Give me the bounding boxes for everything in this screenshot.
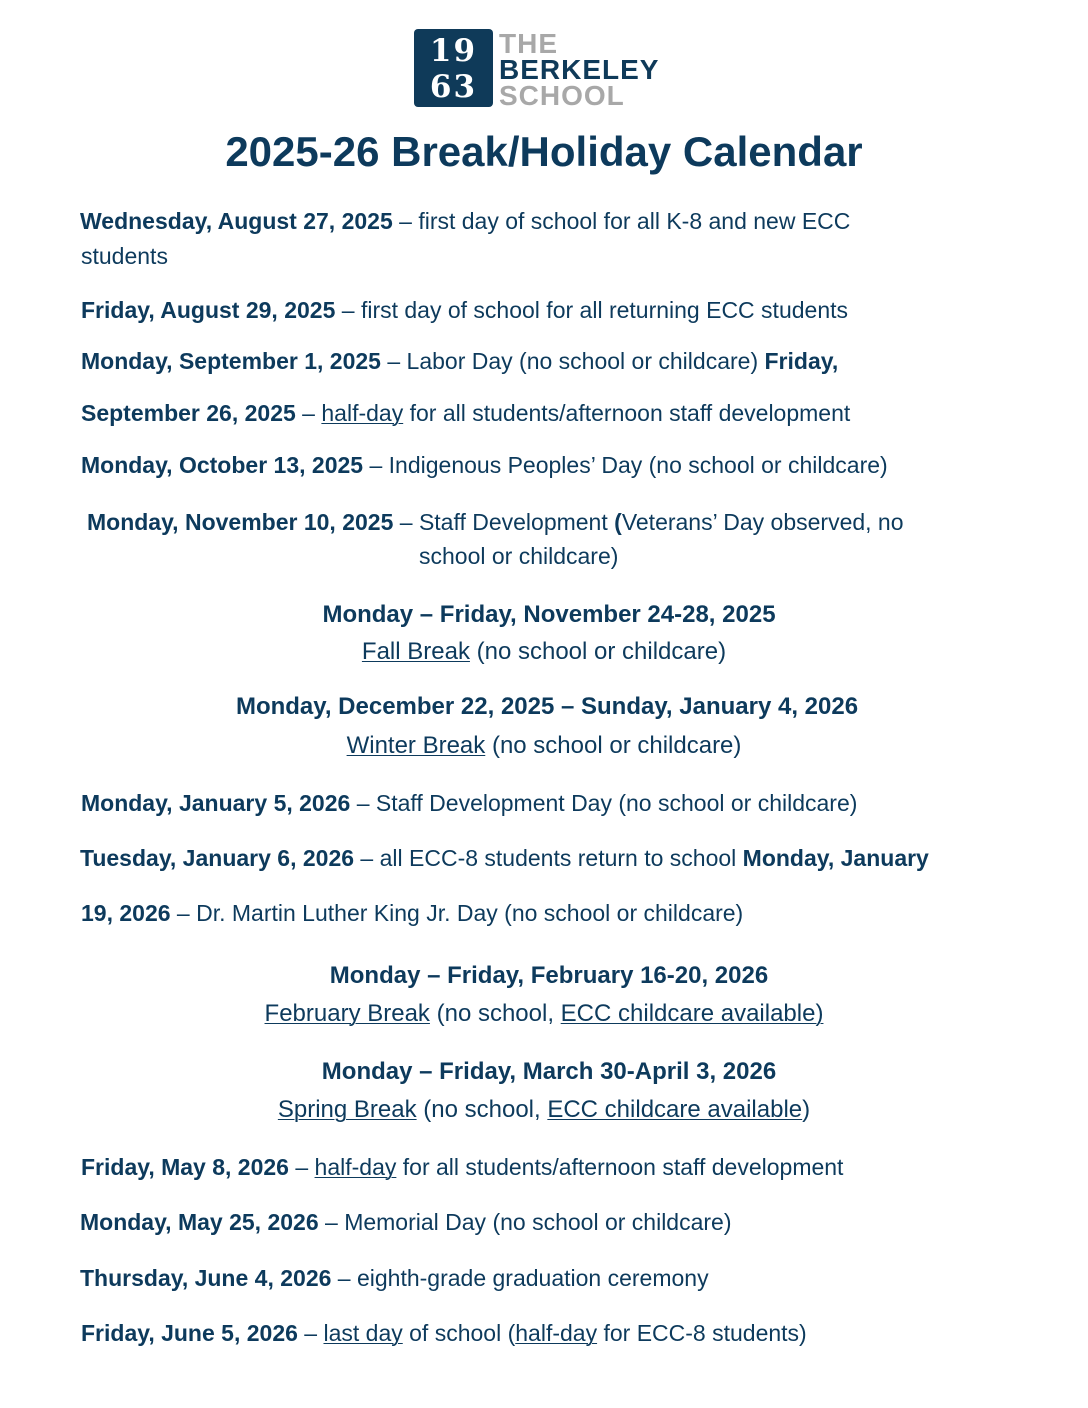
entry-desc: – Dr. Martin Luther King Jr. Day (no school or childcare) — [170, 900, 744, 926]
spring-break-desc: (no school, — [416, 1096, 548, 1123]
entry-desc: for all students/afternoon staff development — [403, 400, 851, 426]
half-day-link[interactable]: half-day — [314, 1154, 397, 1180]
entry-paren: ( — [614, 509, 622, 535]
entry-may8 — [81, 1152, 843, 1182]
entry-date: September 26, 2025 — [81, 400, 296, 426]
entry-jan19 — [81, 898, 743, 928]
spring-break-link[interactable]: Spring Break — [277, 1096, 417, 1123]
february-break-desc: (no school, — [429, 1000, 561, 1027]
half-day-link[interactable]: half-day — [515, 1320, 598, 1346]
spring-break-heading: Monday – Friday, March 30-April 3, 2026 — [321, 1058, 777, 1085]
entry-aug27-cont — [81, 241, 168, 271]
entry-may25 — [80, 1207, 732, 1237]
entry-desc-cont: school or childcare) — [419, 543, 619, 569]
ecc-childcare-link[interactable]: ECC childcare available — [547, 1096, 803, 1123]
entry-desc: – Staff Development Day (no school or childcare) — [350, 790, 858, 816]
spring-break-close: ) — [802, 1096, 811, 1123]
entry-date: Friday, August 29, 2025 — [81, 297, 336, 323]
school-logo-badge — [414, 29, 493, 107]
entry-oct13 — [81, 450, 888, 480]
entry-date: Monday, October 13, 2025 — [81, 452, 364, 478]
half-day-link[interactable]: half-day — [321, 400, 404, 426]
entry-desc-cont: students — [81, 243, 168, 269]
winter-break-link[interactable]: Winter Break — [346, 732, 486, 759]
entry-date: Friday, May 8, 2026 — [81, 1154, 289, 1180]
entry-desc: – Staff Development — [393, 509, 615, 535]
winter-break-line — [0, 730, 1088, 762]
february-break-heading: Monday – Friday, February 16-20, 2026 — [329, 962, 769, 989]
fall-break-heading: Monday – Friday, November 24-28, 2025 — [322, 601, 776, 628]
entry-date: Monday, January 5, 2026 — [81, 790, 351, 816]
february-break-link[interactable]: February Break — [264, 1000, 430, 1027]
entry-dash: – — [295, 400, 322, 426]
entry-jan5 — [81, 788, 857, 818]
entry-sep1 — [81, 346, 838, 376]
entry-date: 19, 2026 — [81, 900, 171, 926]
entry-date: Monday, May 25, 2026 — [80, 1209, 319, 1235]
entry-sep26 — [81, 398, 850, 428]
entry-date: Thursday, June 4, 2026 — [80, 1265, 332, 1291]
last-day-link[interactable]: last day — [323, 1320, 403, 1346]
entry-nov10 — [87, 507, 904, 537]
entry-dash: – — [297, 1320, 324, 1346]
winter-break-heading: Monday, December 22, 2025 – Sunday, January 4, 2026 — [235, 693, 859, 720]
entry-desc: of school ( — [402, 1320, 516, 1346]
fall-break-line — [0, 636, 1088, 668]
entry-jun4 — [80, 1263, 709, 1293]
entry-desc: – all ECC-8 students return to school — [354, 845, 743, 871]
fall-break-desc: (no school or childcare) — [469, 638, 727, 665]
entry-date: Monday, September 1, 2025 — [81, 348, 381, 374]
ecc-childcare-link[interactable]: ECC childcare available) — [560, 1000, 824, 1027]
entry-next-date: Friday, — [764, 348, 839, 374]
entry-next-date: Monday, January — [742, 845, 929, 871]
entry-date: Wednesday, August 27, 2025 — [80, 208, 393, 234]
logo-word-the: THE — [499, 28, 558, 59]
entry-aug29 — [81, 295, 848, 325]
spring-break-line — [0, 1094, 1088, 1126]
entry-aug27 — [80, 206, 850, 236]
logo-word-school: SCHOOL — [499, 80, 625, 111]
entry-desc: for all students/afternoon staff development — [396, 1154, 844, 1180]
entry-date: Tuesday, January 6, 2026 — [80, 845, 355, 871]
logo-digits-top: 19 — [429, 33, 478, 69]
entry-desc: – Memorial Day (no school or childcare) — [318, 1209, 732, 1235]
fall-break-link[interactable]: Fall Break — [361, 638, 470, 665]
entry-desc: – first day of school for all returning ECC students — [335, 297, 849, 323]
entry-desc-tail: for ECC-8 students) — [597, 1320, 807, 1346]
entry-desc: – Indigenous Peoples’ Day (no school or childcare) — [363, 452, 888, 478]
entry-dash: – — [288, 1154, 315, 1180]
page-title: 2025-26 Break/Holiday Calendar — [225, 128, 863, 175]
entry-desc: – eighth-grade graduation ceremony — [331, 1265, 709, 1291]
winter-break-desc: (no school or childcare) — [485, 732, 742, 759]
entry-date: Friday, June 5, 2026 — [81, 1320, 298, 1346]
entry-jan6 — [80, 843, 929, 873]
entry-desc: – Labor Day (no school or childcare) — [380, 348, 765, 374]
entry-date: Monday, November 10, 2025 — [87, 509, 394, 535]
entry-nov10-cont — [419, 541, 618, 571]
entry-jun5 — [81, 1318, 807, 1348]
logo-digits-bottom: 63 — [429, 69, 478, 105]
logo-word-berkeley: BERKELEY — [499, 54, 660, 85]
february-break-line — [0, 998, 1088, 1030]
entry-desc: – first day of school for all K-8 and new ECC — [392, 208, 851, 234]
entry-desc-b: Veterans’ Day observed, no — [621, 509, 904, 535]
